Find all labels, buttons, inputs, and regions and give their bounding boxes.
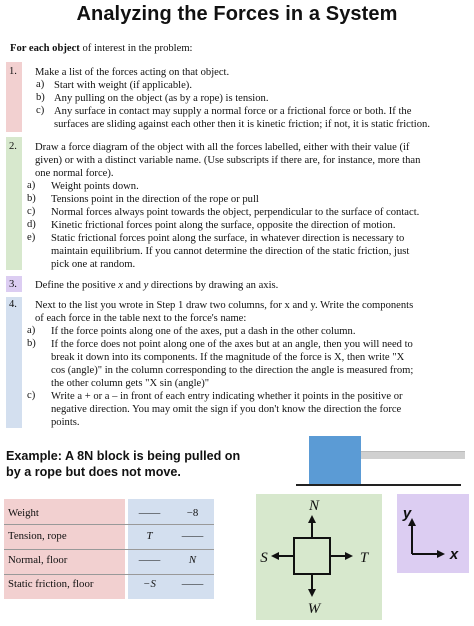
block-illustration bbox=[296, 434, 474, 490]
table-divider-1 bbox=[4, 524, 214, 525]
step-2-item-a-label: a) bbox=[27, 180, 36, 191]
x-axis-arrowhead bbox=[437, 550, 445, 558]
step-2-line-1: Draw a force diagram of the object with all the forces labelled, either with their value (if bbox=[35, 142, 410, 153]
table-row-friction-y: —— bbox=[181, 578, 204, 590]
table-row-normal-name: Normal, floor bbox=[8, 554, 68, 566]
step-1-number: 1. bbox=[9, 66, 17, 77]
step-2-item-b: Tensions point in the direction of the rope or pull bbox=[51, 194, 259, 205]
table-row-tension-x: T bbox=[146, 530, 153, 542]
step-4-item-c-line-2: negative direction. You may omit the sign if you don't know the direction the force bbox=[51, 404, 402, 415]
step-2-item-e-line-1: Static frictional forces point along the surface, in whatever direction is necessary to bbox=[51, 233, 405, 244]
table-row-tension-y: —— bbox=[181, 530, 204, 542]
step-1-item-c-line-2: surfaces are sliding against each other then it is kinetic friction; if not, it is static friction. bbox=[54, 119, 430, 130]
force-table bbox=[4, 499, 214, 599]
fbd-arrowhead-left bbox=[271, 552, 279, 560]
step-1-item-c-label: c) bbox=[36, 105, 45, 116]
step-4-line-2: of each force in the table next to the force's name: bbox=[35, 313, 247, 324]
table-row-friction-x: −S bbox=[143, 578, 156, 590]
step-4-item-b-label: b) bbox=[27, 338, 36, 349]
step-4-marker bbox=[6, 297, 22, 428]
table-row-weight-y: −8 bbox=[186, 507, 199, 519]
step-3-text bbox=[35, 279, 467, 292]
intro-rest: of interest in the problem: bbox=[79, 43, 193, 54]
step-2-item-d: Kinetic frictional forces point along the surface, opposite the direction of motion. bbox=[51, 220, 396, 231]
fbd-arrowhead-down bbox=[308, 589, 316, 597]
step-1-text: Make a list of the forces acting on that object. bbox=[35, 67, 230, 78]
step-3-number: 3. bbox=[9, 279, 17, 290]
fbd-label-w: W bbox=[307, 601, 321, 617]
step-4-item-b-line-3: cos (angle)" in the column corresponding to the direction the angle is measured from; bbox=[51, 365, 414, 376]
table-row-normal-x: —— bbox=[138, 554, 161, 566]
y-axis-label: y bbox=[402, 505, 412, 522]
example-heading bbox=[6, 448, 276, 480]
step-2-item-d-label: d) bbox=[27, 219, 36, 230]
fbd-label-t: T bbox=[359, 550, 369, 566]
axes-svg bbox=[397, 494, 469, 573]
rope bbox=[361, 451, 465, 459]
step-2-line-3: one normal force). bbox=[35, 168, 114, 179]
step-4-item-b-line-2: break it down into its components. If the magnitude of the force is X, then write "X bbox=[51, 352, 405, 363]
step-3-x: x bbox=[118, 280, 123, 291]
step-2-item-e-line-3: pick one at random. bbox=[51, 259, 136, 270]
step-4-item-a: If the force points along one of the axes, put a dash in the other column. bbox=[51, 326, 356, 337]
step-1-item-b-label: b) bbox=[36, 92, 45, 103]
page-title: Analyzing the Forces in a System bbox=[76, 3, 398, 25]
step-2-marker bbox=[6, 137, 22, 270]
step-3-y: y bbox=[143, 280, 149, 291]
step-2-item-a: Weight points down. bbox=[51, 181, 139, 192]
fbd-label-s: S bbox=[260, 550, 268, 566]
intro-bold: For each object bbox=[10, 43, 80, 54]
step-2-item-e-label: e) bbox=[27, 232, 36, 243]
floor-line bbox=[296, 484, 461, 486]
fbd-label-n: N bbox=[308, 498, 320, 514]
table-row-weight-name: Weight bbox=[8, 507, 39, 519]
step-4-item-b-line-1: If the force does not point along one of the axes but at an angle, then you will need to bbox=[51, 339, 413, 350]
step-4-number: 4. bbox=[9, 299, 17, 310]
step-3-text-b: and bbox=[122, 280, 144, 291]
step-4-item-b-line-4: the other column gets "X sin (angle)" bbox=[51, 378, 210, 389]
table-row-normal-y: N bbox=[188, 554, 197, 566]
step-2-item-c: Normal forces always point towards the object, perpendicular to the surface of contact. bbox=[51, 207, 420, 218]
table-divider-2 bbox=[4, 549, 214, 550]
x-axis-label: x bbox=[449, 546, 459, 563]
example-line-1: Example: A 8N block is being pulled on bbox=[6, 449, 241, 463]
intro-text bbox=[10, 43, 193, 54]
step-4-item-a-label: a) bbox=[27, 325, 36, 336]
axes-diagram bbox=[397, 494, 469, 573]
step-2-line-2: given) or with a distinct variable name. (Use subscripts if there are, for instance, more than bbox=[35, 155, 421, 166]
step-3-text-c: directions by drawing an axis. bbox=[148, 280, 279, 291]
free-body-diagram-svg bbox=[256, 494, 382, 620]
fbd-arrowhead-right bbox=[345, 552, 353, 560]
step-2-item-b-label: b) bbox=[27, 193, 36, 204]
table-row-weight-x: —— bbox=[138, 507, 161, 519]
table-row-friction-name: Static friction, floor bbox=[8, 578, 94, 590]
block bbox=[309, 436, 361, 484]
fbd-arrowhead-up bbox=[308, 515, 316, 523]
step-4-item-c-line-1: Write a + or a – in front of each entry indicating whether it points in the positive or bbox=[51, 391, 403, 402]
step-2-item-c-label: c) bbox=[27, 206, 36, 217]
table-row-tension-name: Tension, rope bbox=[8, 530, 67, 542]
step-1-item-a: Start with weight (if applicable). bbox=[54, 80, 192, 91]
step-1-item-c-line-1: Any surface in contact may supply a normal force or a frictional force or both. If the bbox=[54, 106, 412, 117]
free-body-diagram bbox=[256, 494, 382, 620]
fbd-box bbox=[294, 538, 330, 574]
step-4-line-1: Next to the list you wrote in Step 1 draw two columns, for x and y. Write the components bbox=[35, 300, 414, 311]
step-2-number: 2. bbox=[9, 141, 17, 152]
step-3-text-a: Define the positive bbox=[35, 280, 119, 291]
step-4-item-c-label: c) bbox=[27, 390, 36, 401]
step-1-item-b: Any pulling on the object (as by a rope) is tension. bbox=[54, 93, 269, 104]
step-1-item-a-label: a) bbox=[36, 79, 45, 90]
example-line-2: by a rope but does not move. bbox=[6, 465, 181, 479]
step-2-item-e-line-2: maintain equilibrium. If you cannot determine the direction of the static friction, just bbox=[51, 246, 410, 257]
step-4-item-c-line-3: points. bbox=[51, 417, 80, 428]
table-divider-3 bbox=[4, 574, 214, 575]
